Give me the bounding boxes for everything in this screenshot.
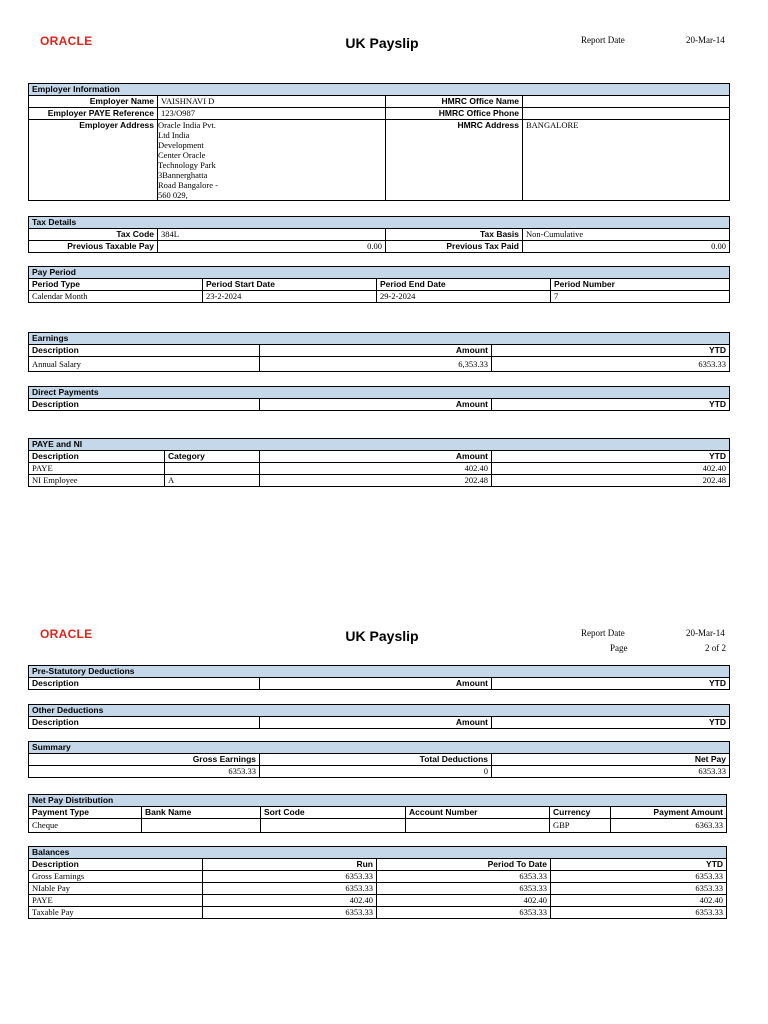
column-header: Amount bbox=[260, 399, 492, 411]
column-header: Period Number bbox=[551, 279, 730, 291]
address-line: Road Bangalore - bbox=[158, 180, 218, 190]
period-to-date-cell: 6353.33 bbox=[377, 907, 551, 919]
ytd-cell: 6353.33 bbox=[551, 907, 727, 919]
period-type-cell: Calendar Month bbox=[29, 291, 203, 303]
ytd-cell: 6353.33 bbox=[492, 357, 730, 372]
section-header: PAYE and NI bbox=[29, 439, 730, 451]
report-date-label: Report Date bbox=[581, 35, 625, 45]
run-cell: 6353.33 bbox=[203, 907, 377, 919]
description-cell: Gross Earnings bbox=[29, 871, 203, 883]
tax-basis-value: Non-Cumulative bbox=[523, 229, 730, 241]
column-header: Period Type bbox=[29, 279, 203, 291]
table-row bbox=[29, 357, 730, 372]
period-start-cell: 23-2-2024 bbox=[203, 291, 377, 303]
employer-address-label: Employer Address bbox=[29, 120, 158, 201]
total-deductions-label: Total Deductions bbox=[260, 754, 492, 766]
run-cell: 6353.33 bbox=[203, 883, 377, 895]
table-row bbox=[29, 895, 727, 907]
section-header: Net Pay Distribution bbox=[29, 795, 727, 807]
column-header: Payment Amount bbox=[611, 807, 727, 819]
oracle-logo: ORACLE bbox=[40, 34, 93, 48]
employer-paye-value: 123/O987 bbox=[158, 108, 386, 120]
category-cell bbox=[165, 463, 260, 475]
ytd-cell: 6353.33 bbox=[551, 883, 727, 895]
column-header: Period To Date bbox=[377, 859, 551, 871]
total-deductions-value: 0 bbox=[260, 766, 492, 778]
hmrc-office-phone-value bbox=[523, 108, 730, 120]
section-header: Summary bbox=[29, 742, 730, 754]
previous-taxable-pay-label: Previous Taxable Pay bbox=[29, 241, 158, 253]
net-pay-distribution-table bbox=[28, 794, 727, 833]
column-header: Description bbox=[29, 678, 260, 690]
other-deductions-table bbox=[28, 704, 730, 729]
table-row bbox=[29, 819, 727, 833]
tax-code-value: 384L bbox=[158, 229, 386, 241]
table-row bbox=[29, 883, 727, 895]
section-header: Balances bbox=[29, 847, 727, 859]
address-line: Oracle India Pvt. bbox=[158, 120, 216, 130]
address-line: Development bbox=[158, 140, 204, 150]
payment-type-cell: Cheque bbox=[29, 819, 142, 833]
section-header: Other Deductions bbox=[29, 705, 730, 717]
column-header: YTD bbox=[492, 678, 730, 690]
period-to-date-cell: 6353.33 bbox=[377, 883, 551, 895]
amount-cell: 402.40 bbox=[260, 463, 492, 475]
oracle-logo: ORACLE bbox=[40, 627, 93, 641]
section-header: Tax Details bbox=[29, 217, 730, 229]
description-cell: PAYE bbox=[29, 895, 203, 907]
period-to-date-cell: 6353.33 bbox=[377, 871, 551, 883]
pay-period-table bbox=[28, 266, 730, 303]
column-header: YTD bbox=[492, 345, 730, 357]
address-line: 3Bannerghatta bbox=[158, 170, 208, 180]
page-title: UK Payslip bbox=[345, 628, 419, 644]
page-label: Page bbox=[610, 643, 628, 653]
column-header: YTD bbox=[492, 399, 730, 411]
description-cell: NI Employee bbox=[29, 475, 165, 487]
column-header: Amount bbox=[260, 717, 492, 729]
column-header: Run bbox=[203, 859, 377, 871]
section-header: Pre-Statutory Deductions bbox=[29, 666, 730, 678]
column-header: Category bbox=[165, 451, 260, 463]
hmrc-office-name-label: HMRC Office Name bbox=[386, 96, 523, 108]
period-number-cell: 7 bbox=[551, 291, 730, 303]
summary-table bbox=[28, 741, 730, 778]
bank-name-cell bbox=[142, 819, 261, 833]
pre-statutory-deductions-table bbox=[28, 665, 730, 690]
tax-details-table bbox=[28, 216, 730, 253]
previous-taxable-pay-value: 0.00 bbox=[158, 241, 386, 253]
section-header: Earnings bbox=[29, 333, 730, 345]
column-header: Bank Name bbox=[142, 807, 261, 819]
account-number-cell bbox=[406, 819, 550, 833]
description-cell: Taxable Pay bbox=[29, 907, 203, 919]
tax-code-label: Tax Code bbox=[29, 229, 158, 241]
report-date-value: 20-Mar-14 bbox=[686, 628, 725, 638]
column-header: Description bbox=[29, 717, 260, 729]
description-cell: PAYE bbox=[29, 463, 165, 475]
column-header: Description bbox=[29, 451, 165, 463]
hmrc-address-value: BANGALORE bbox=[523, 120, 730, 201]
run-cell: 6353.33 bbox=[203, 871, 377, 883]
period-end-cell: 29-2-2024 bbox=[377, 291, 551, 303]
table-row bbox=[29, 463, 730, 475]
address-line: Technology Park bbox=[158, 160, 216, 170]
earnings-table bbox=[28, 332, 730, 372]
ytd-cell: 6353.33 bbox=[551, 871, 727, 883]
column-header: YTD bbox=[492, 717, 730, 729]
hmrc-office-name-value bbox=[523, 96, 730, 108]
net-pay-value: 6353.33 bbox=[492, 766, 730, 778]
page-title: UK Payslip bbox=[345, 35, 419, 51]
category-cell: A bbox=[165, 475, 260, 487]
table-row bbox=[29, 291, 730, 303]
gross-earnings-label: Gross Earnings bbox=[29, 754, 260, 766]
period-to-date-cell: 402.40 bbox=[377, 895, 551, 907]
report-date-label: Report Date bbox=[581, 628, 625, 638]
column-header: Amount bbox=[260, 678, 492, 690]
previous-tax-paid-label: Previous Tax Paid bbox=[386, 241, 523, 253]
hmrc-address-label: HMRC Address bbox=[386, 120, 523, 201]
ytd-cell: 402.40 bbox=[492, 463, 730, 475]
page-number: 2 of 2 bbox=[705, 643, 726, 653]
direct-payments-table bbox=[28, 386, 730, 411]
address-line: 560 029, bbox=[158, 190, 188, 200]
employer-name-value: VAISHNAVI D bbox=[158, 96, 386, 108]
table-row bbox=[29, 871, 727, 883]
balances-table bbox=[28, 846, 727, 919]
column-header: Payment Type bbox=[29, 807, 142, 819]
payment-amount-cell: 6363.33 bbox=[611, 819, 727, 833]
paye-ni-table bbox=[28, 438, 730, 487]
column-header: Period End Date bbox=[377, 279, 551, 291]
column-header: YTD bbox=[551, 859, 727, 871]
section-header: Pay Period bbox=[29, 267, 730, 279]
ytd-cell: 202.48 bbox=[492, 475, 730, 487]
currency-cell: GBP bbox=[550, 819, 611, 833]
table-row bbox=[29, 907, 727, 919]
section-header: Direct Payments bbox=[29, 387, 730, 399]
employer-address-value bbox=[158, 120, 386, 201]
column-header: YTD bbox=[492, 451, 730, 463]
net-pay-label: Net Pay bbox=[492, 754, 730, 766]
tax-basis-label: Tax Basis bbox=[386, 229, 523, 241]
column-header: Account Number bbox=[406, 807, 550, 819]
section-header: Employer Information bbox=[29, 84, 730, 96]
ytd-cell: 402.40 bbox=[551, 895, 727, 907]
amount-cell: 202.48 bbox=[260, 475, 492, 487]
column-header: Description bbox=[29, 859, 203, 871]
employer-name-label: Employer Name bbox=[29, 96, 158, 108]
report-date-value: 20-Mar-14 bbox=[686, 35, 725, 45]
previous-tax-paid-value: 0.00 bbox=[523, 241, 730, 253]
table-row bbox=[29, 766, 730, 778]
column-header: Description bbox=[29, 399, 260, 411]
description-cell: Annual Salary bbox=[29, 357, 260, 372]
column-header: Period Start Date bbox=[203, 279, 377, 291]
column-header: Currency bbox=[550, 807, 611, 819]
table-row bbox=[29, 475, 730, 487]
sort-code-cell bbox=[261, 819, 406, 833]
hmrc-office-phone-label: HMRC Office Phone bbox=[386, 108, 523, 120]
gross-earnings-value: 6353.33 bbox=[29, 766, 260, 778]
column-header: Description bbox=[29, 345, 260, 357]
address-line: Center Oracle bbox=[158, 150, 206, 160]
employer-info-table bbox=[28, 83, 730, 201]
column-header: Amount bbox=[260, 451, 492, 463]
run-cell: 402.40 bbox=[203, 895, 377, 907]
address-line: Ltd India bbox=[158, 130, 190, 140]
column-header: Sort Code bbox=[261, 807, 406, 819]
description-cell: NIable Pay bbox=[29, 883, 203, 895]
column-header: Amount bbox=[260, 345, 492, 357]
employer-paye-label: Employer PAYE Reference bbox=[29, 108, 158, 120]
amount-cell: 6,353.33 bbox=[260, 357, 492, 372]
